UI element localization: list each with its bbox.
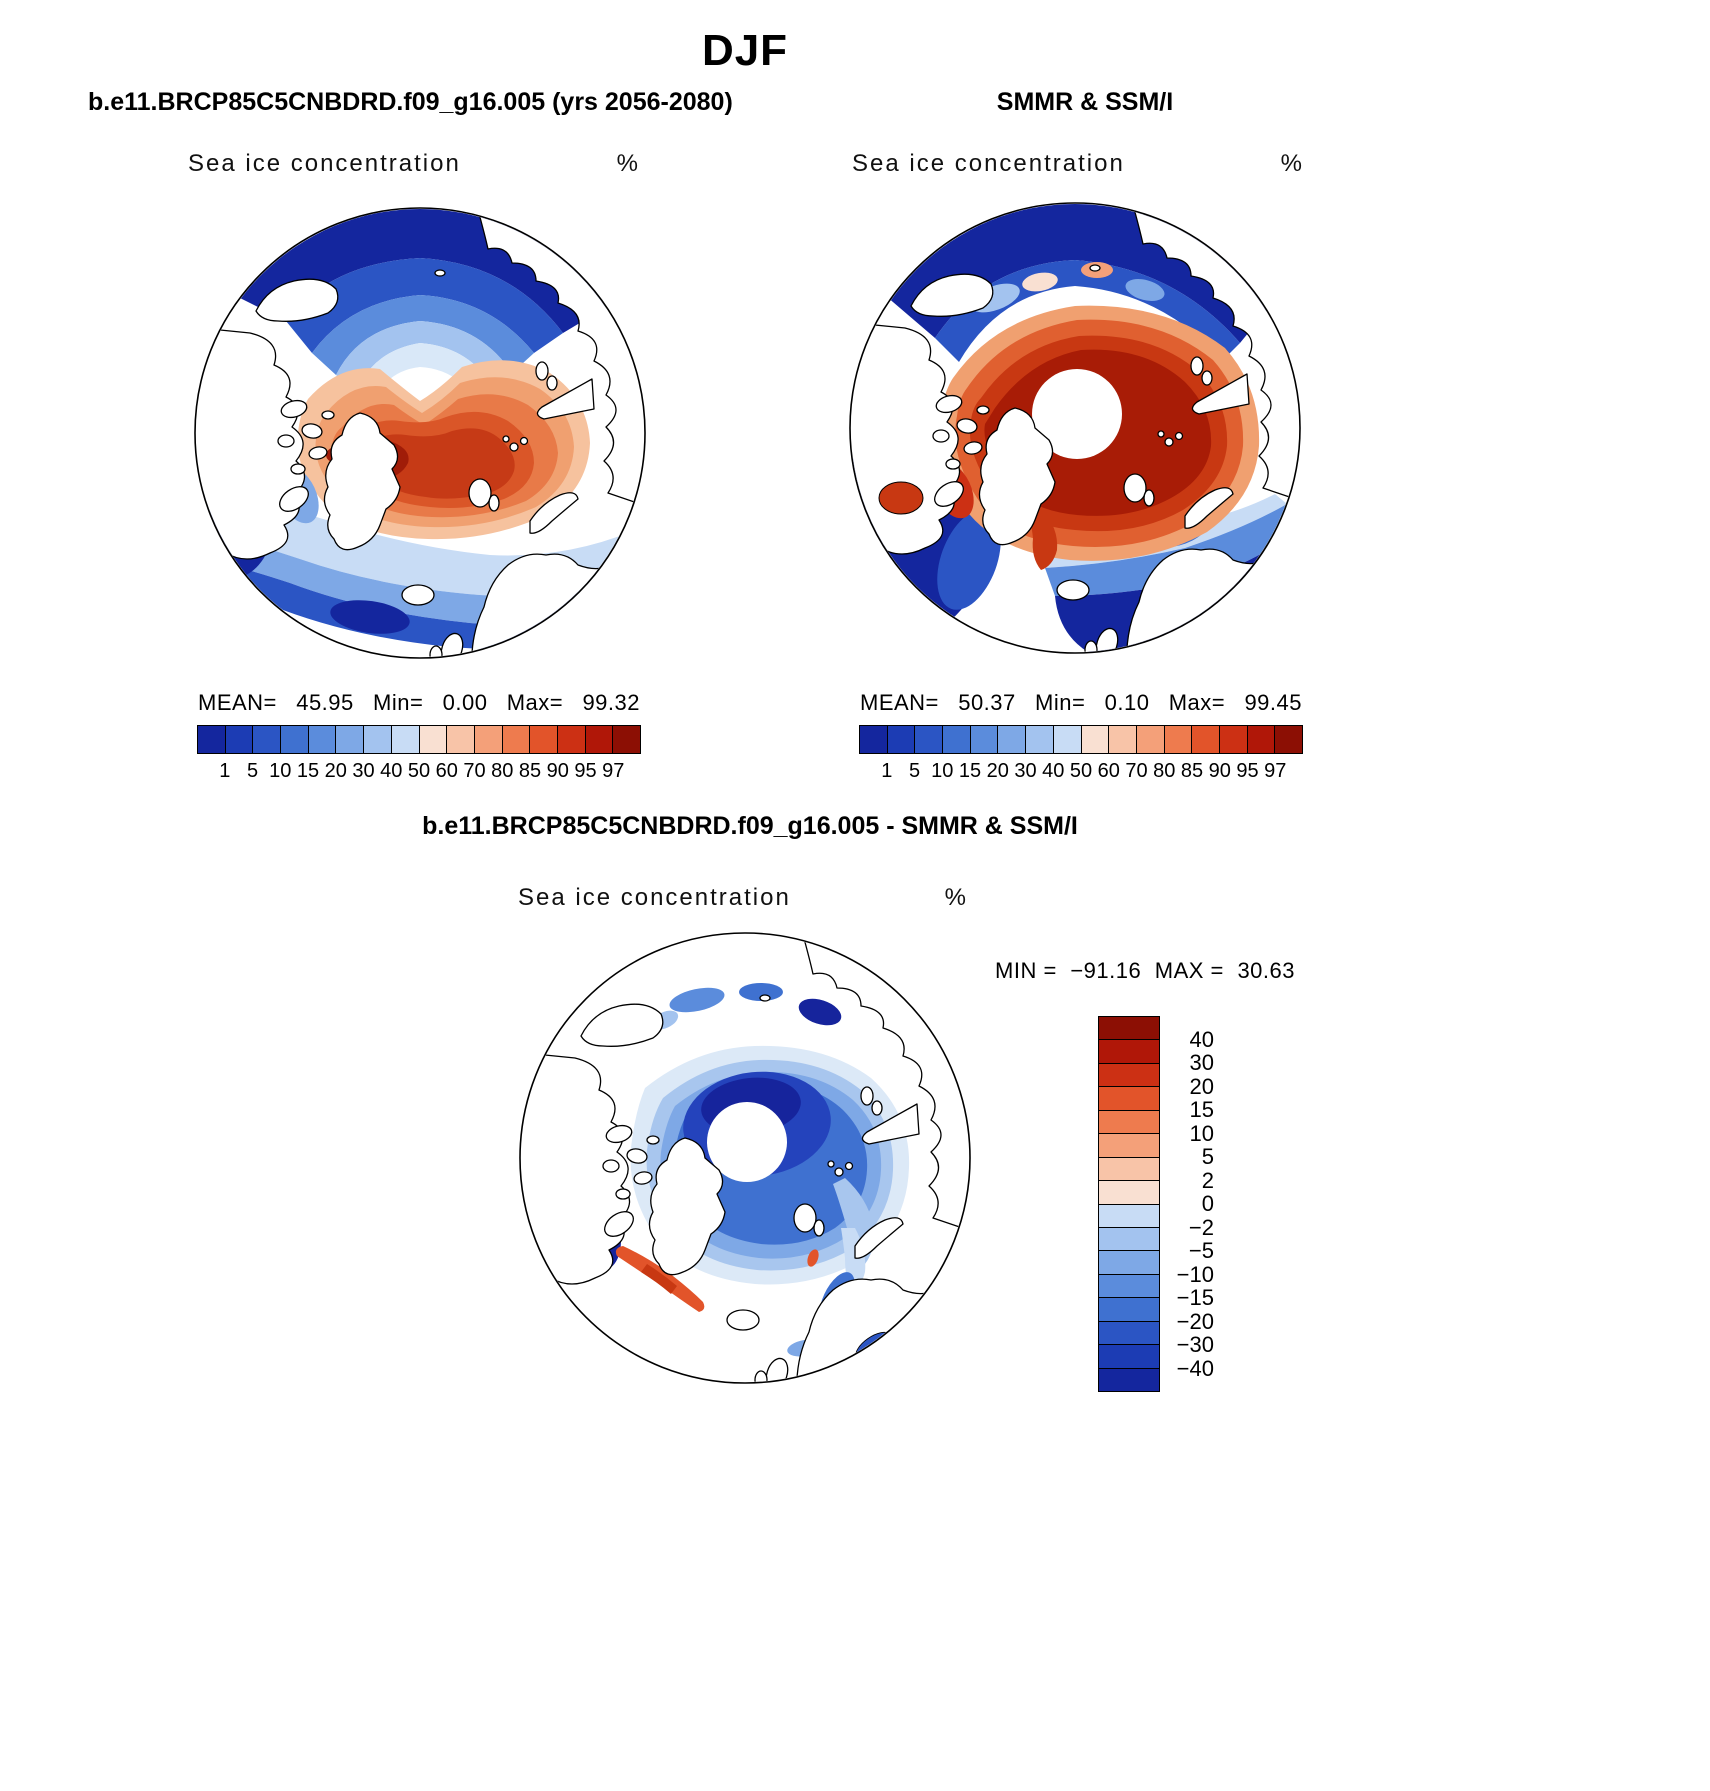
colorbar-tick-label: 1 [881, 760, 893, 782]
colorbar-cell [475, 726, 503, 753]
colorbar-cell [1248, 726, 1276, 753]
colorbar-cell [1099, 1158, 1159, 1181]
colorbar-tick-label: 1 [219, 760, 231, 782]
colorbar-cell [586, 726, 614, 753]
colorbar-tick-label: 60 [435, 760, 458, 782]
colorbar-tick-label: 95 [574, 760, 597, 782]
colorbar-tick-label: 40 [380, 760, 403, 782]
model-min-value: 0.00 [442, 690, 488, 715]
colorbar-cell [1026, 726, 1054, 753]
colorbar-tick-label: 30 [352, 760, 375, 782]
obs-min-value: 0.10 [1104, 690, 1150, 715]
colorbar-cell [558, 726, 586, 753]
colorbar-tick-label: 97 [602, 760, 625, 782]
diff-range [995, 958, 1295, 984]
model-mean-label: MEAN= [198, 690, 277, 715]
colorbar-tick-label: 90 [1208, 760, 1231, 782]
obs-field-label: Sea ice concentration [852, 150, 1125, 177]
diff-colorbar-tick-label: 30 [1189, 1050, 1214, 1075]
colorbar-cell [1275, 726, 1302, 753]
colorbar-cell [1099, 1017, 1159, 1040]
colorbar-cell [1099, 1369, 1159, 1391]
obs-field-label-row [852, 150, 1304, 178]
colorbar-cell [860, 726, 888, 753]
obs-colorbar [859, 725, 1303, 754]
colorbar-cell [1137, 726, 1165, 753]
colorbar-cell [281, 726, 309, 753]
colorbar-cell [503, 726, 531, 753]
colorbar-cell [198, 726, 226, 753]
colorbar-cell [1099, 1298, 1159, 1321]
colorbar-cell [1099, 1251, 1159, 1274]
diff-colorbar-tick-label: −40 [1176, 1355, 1214, 1381]
colorbar-cell [1099, 1134, 1159, 1157]
diff-colorbar-tick-label: −5 [1188, 1238, 1214, 1263]
obs-ice-field [845, 198, 1305, 658]
obs-max-value: 99.45 [1244, 690, 1302, 715]
diff-max-value: 30.63 [1237, 958, 1295, 983]
colorbar-cell [336, 726, 364, 753]
colorbar-tick-label: 97 [1264, 760, 1287, 782]
colorbar-cell [447, 726, 475, 753]
diff-colorbar-tick-label: 15 [1189, 1097, 1214, 1122]
colorbar-cell [1220, 726, 1248, 753]
colorbar-tick-label: 80 [491, 760, 514, 782]
colorbar-tick-label: 85 [518, 760, 542, 782]
diff-colorbar-tick-label: 10 [1189, 1120, 1214, 1146]
colorbar-tick-label: 95 [1236, 760, 1259, 782]
diff-colorbar-tick-label: 20 [1189, 1073, 1214, 1099]
obs-units-label: % [1280, 150, 1304, 177]
colorbar-tick-label: 60 [1097, 760, 1120, 782]
colorbar-cell [613, 726, 640, 753]
colorbar-tick-label: 5 [908, 760, 921, 782]
colorbar-cell [1054, 726, 1082, 753]
colorbar-cell [971, 726, 999, 753]
colorbar-cell [1099, 1322, 1159, 1345]
diff-min-value: −91.16 [1070, 958, 1142, 983]
model-field-label: Sea ice concentration [188, 150, 461, 177]
colorbar-tick-label: 30 [1014, 760, 1037, 782]
obs-panel-title: SMMR & SSM/I [996, 88, 1174, 116]
diff-colorbar-tick-label: 0 [1201, 1191, 1214, 1216]
colorbar-cell [1099, 1064, 1159, 1087]
model-colorbar [197, 725, 641, 754]
colorbar-tick-label: 85 [1180, 760, 1204, 782]
colorbar-tick-label: 50 [1069, 760, 1093, 782]
obs-min-label: Min= [1035, 690, 1086, 715]
obs-max-label: Max= [1168, 690, 1226, 715]
model-min-label: Min= [373, 690, 424, 715]
obs-stats [860, 690, 1302, 716]
model-stats [198, 690, 640, 716]
colorbar-cell [253, 726, 281, 753]
model-panel-title: b.e11.BRCP85C5CNBDRD.f09_g16.005 (yrs 2056-2080) [88, 88, 733, 116]
colorbar-cell [888, 726, 916, 753]
model-map [190, 203, 650, 663]
colorbar-cell [1099, 1040, 1159, 1063]
diff-units-label: % [944, 884, 968, 911]
colorbar-cell [530, 726, 558, 753]
colorbar-tick-label: 20 [986, 760, 1009, 782]
colorbar-tick-label: 90 [546, 760, 569, 782]
diff-colorbar-tick-label: −15 [1176, 1285, 1214, 1310]
diff-map [515, 928, 975, 1388]
model-max-label: Max= [506, 690, 564, 715]
diff-ice-field [515, 928, 975, 1388]
figure-title: DJF [701, 26, 789, 75]
colorbar-cell [1099, 1111, 1159, 1134]
colorbar-tick-label: 20 [324, 760, 347, 782]
model-colorbar-ticks [197, 760, 641, 786]
colorbar-tick-label: 10 [269, 760, 292, 782]
model-max-value: 99.32 [582, 690, 640, 715]
model-ice-field [190, 203, 650, 663]
diff-colorbar-tick-label: −20 [1176, 1308, 1214, 1334]
model-units-label: % [616, 150, 640, 177]
colorbar-tick-label: 10 [931, 760, 954, 782]
colorbar-cell [943, 726, 971, 753]
obs-colorbar-ticks [859, 760, 1303, 786]
diff-colorbar-tick-label: 2 [1201, 1167, 1214, 1193]
obs-mean-value: 50.37 [958, 690, 1016, 715]
colorbar-cell [1109, 726, 1137, 753]
colorbar-cell [364, 726, 392, 753]
diff-colorbar-tick-label: 5 [1201, 1144, 1214, 1169]
diff-colorbar [1098, 1016, 1160, 1392]
diff-min-label: MIN = [995, 958, 1057, 983]
diff-colorbar-labels [1168, 1016, 1214, 1392]
colorbar-cell [1099, 1087, 1159, 1110]
diff-field-label: Sea ice concentration [518, 884, 791, 911]
diff-panel-title: b.e11.BRCP85C5CNBDRD.f09_g16.005 - SMMR & SSM/I [422, 812, 1078, 840]
colorbar-cell [915, 726, 943, 753]
colorbar-cell [1192, 726, 1220, 753]
diff-colorbar-tick-label: −2 [1188, 1214, 1214, 1240]
colorbar-cell [1099, 1275, 1159, 1298]
colorbar-tick-label: 15 [296, 760, 320, 782]
diff-colorbar-tick-label: −10 [1176, 1261, 1214, 1287]
diff-field-label-row [518, 884, 968, 912]
model-field-label-row [188, 150, 640, 178]
colorbar-cell [1099, 1181, 1159, 1204]
obs-mean-label: MEAN= [860, 690, 939, 715]
colorbar-cell [1165, 726, 1193, 753]
colorbar-tick-label: 50 [407, 760, 431, 782]
colorbar-tick-label: 5 [246, 760, 259, 782]
colorbar-cell [1099, 1228, 1159, 1251]
colorbar-cell [392, 726, 420, 753]
colorbar-cell [998, 726, 1026, 753]
obs-map [845, 198, 1305, 658]
diff-colorbar-tick-label: −30 [1176, 1332, 1214, 1357]
diff-max-label: MAX = [1154, 958, 1224, 983]
colorbar-cell [1099, 1205, 1159, 1228]
colorbar-cell [1082, 726, 1110, 753]
colorbar-cell [309, 726, 337, 753]
colorbar-tick-label: 40 [1042, 760, 1065, 782]
colorbar-tick-label: 70 [1125, 760, 1148, 782]
colorbar-cell [420, 726, 448, 753]
colorbar-tick-label: 80 [1153, 760, 1176, 782]
colorbar-tick-label: 70 [463, 760, 486, 782]
colorbar-cell [1099, 1345, 1159, 1368]
diff-colorbar-tick-label: 40 [1189, 1026, 1214, 1052]
colorbar-cell [226, 726, 254, 753]
colorbar-tick-label: 15 [958, 760, 982, 782]
model-mean-value: 45.95 [296, 690, 354, 715]
